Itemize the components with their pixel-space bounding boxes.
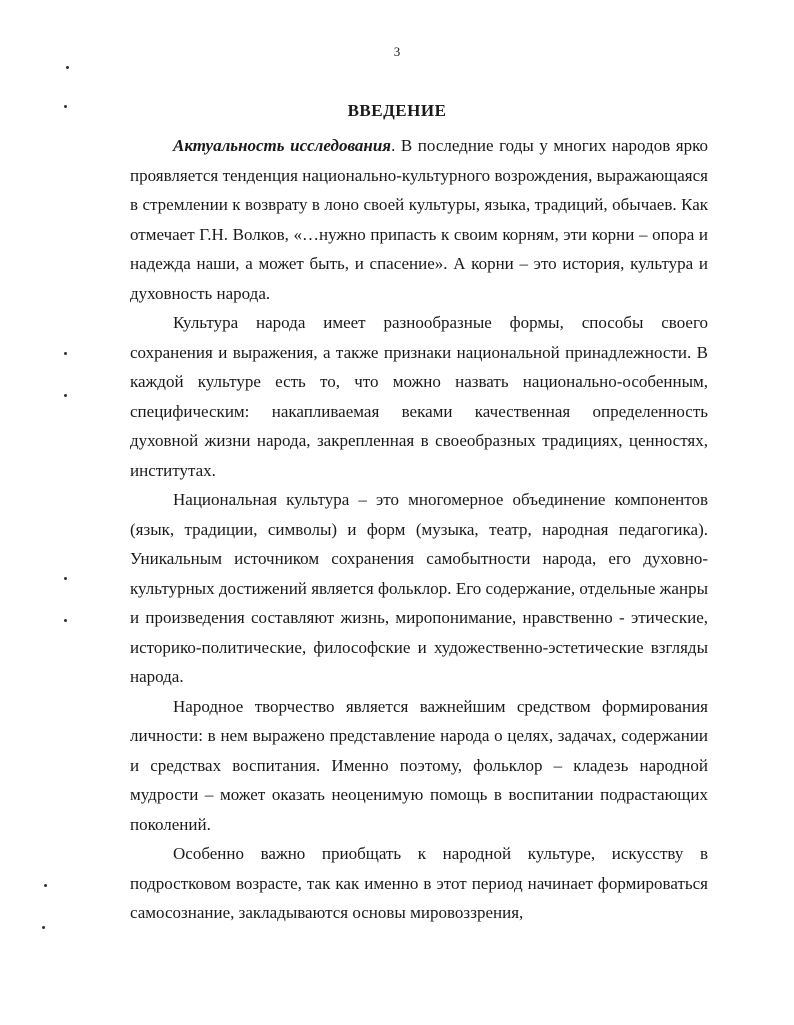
scan-mark — [64, 394, 67, 397]
page-title: ВВЕДЕНИЕ — [347, 101, 447, 120]
scan-mark — [44, 884, 47, 887]
document-body — [130, 131, 708, 928]
paragraph-2 — [130, 308, 708, 485]
scan-mark — [66, 66, 69, 69]
paragraph-text: . В последние годы у многих народов ярко проявляется тенденция национально-культурного возрождения, выражающаяся в стремлении к возврату в лоно своей культуры, языка, традиций, обычаев. Как отмечает Г.Н. Волков, «…нужно припасть к своим корням, эти корни – опора и надежда наши, а может быть, и спасение». А корни – это история, культура и духовность народа. — [130, 136, 709, 303]
paragraph-text: Народное творчество является важнейшим средством формирования личности: в нем выражено представление народа о целях, задачах, содержании и средствах воспитания. Именно поэтому, фольклор – кладезь народной мудрости – может оказать неоценимую помощь в воспитании подрастающих поколений. — [130, 696, 708, 834]
scan-mark — [64, 577, 67, 580]
paragraph-4 — [130, 692, 708, 840]
paragraph-1 — [130, 131, 708, 308]
scan-mark — [42, 926, 45, 929]
scan-mark — [64, 619, 67, 622]
paragraph-text: Особенно важно приобщать к народной культуре, искусству в подростковом возрасте, так как именно в этот период начинает формироваться самосознание, закладываются основы мировоззрения, — [130, 844, 708, 922]
paragraph-3 — [130, 485, 708, 692]
page-number: 3 — [393, 44, 401, 59]
scan-mark — [64, 105, 67, 108]
scan-mark — [64, 352, 67, 355]
paragraph-5 — [130, 839, 708, 928]
paragraph-text: Культура народа имеет разнообразные формы, способы своего сохранения и выражения, а также признаки национальной принадлежности. В каждой культуре есть то, что можно назвать национально-особенным, специфическим: накапливаемая веками качественная определенность духовной жизни народа, закрепленная в своеобразных традициях, ценностях, институтах. — [130, 313, 708, 480]
paragraph-text: Национальная культура – это многомерное объединение компонентов (язык, традиции, символы) и форм (музыка, театр, народная педагогика). Уникальным источником сохранения самобытности народа, его духовно-культурных достижений является фольклор. Его содержание, отдельные жанры и произведения составляют жизнь, миропонимание, нравственно - этические, историко-политические, философские и художественно-эстетические взгляды народа. — [130, 490, 708, 686]
paragraph-lead-emphasis: Актуальность исследования — [173, 136, 392, 155]
